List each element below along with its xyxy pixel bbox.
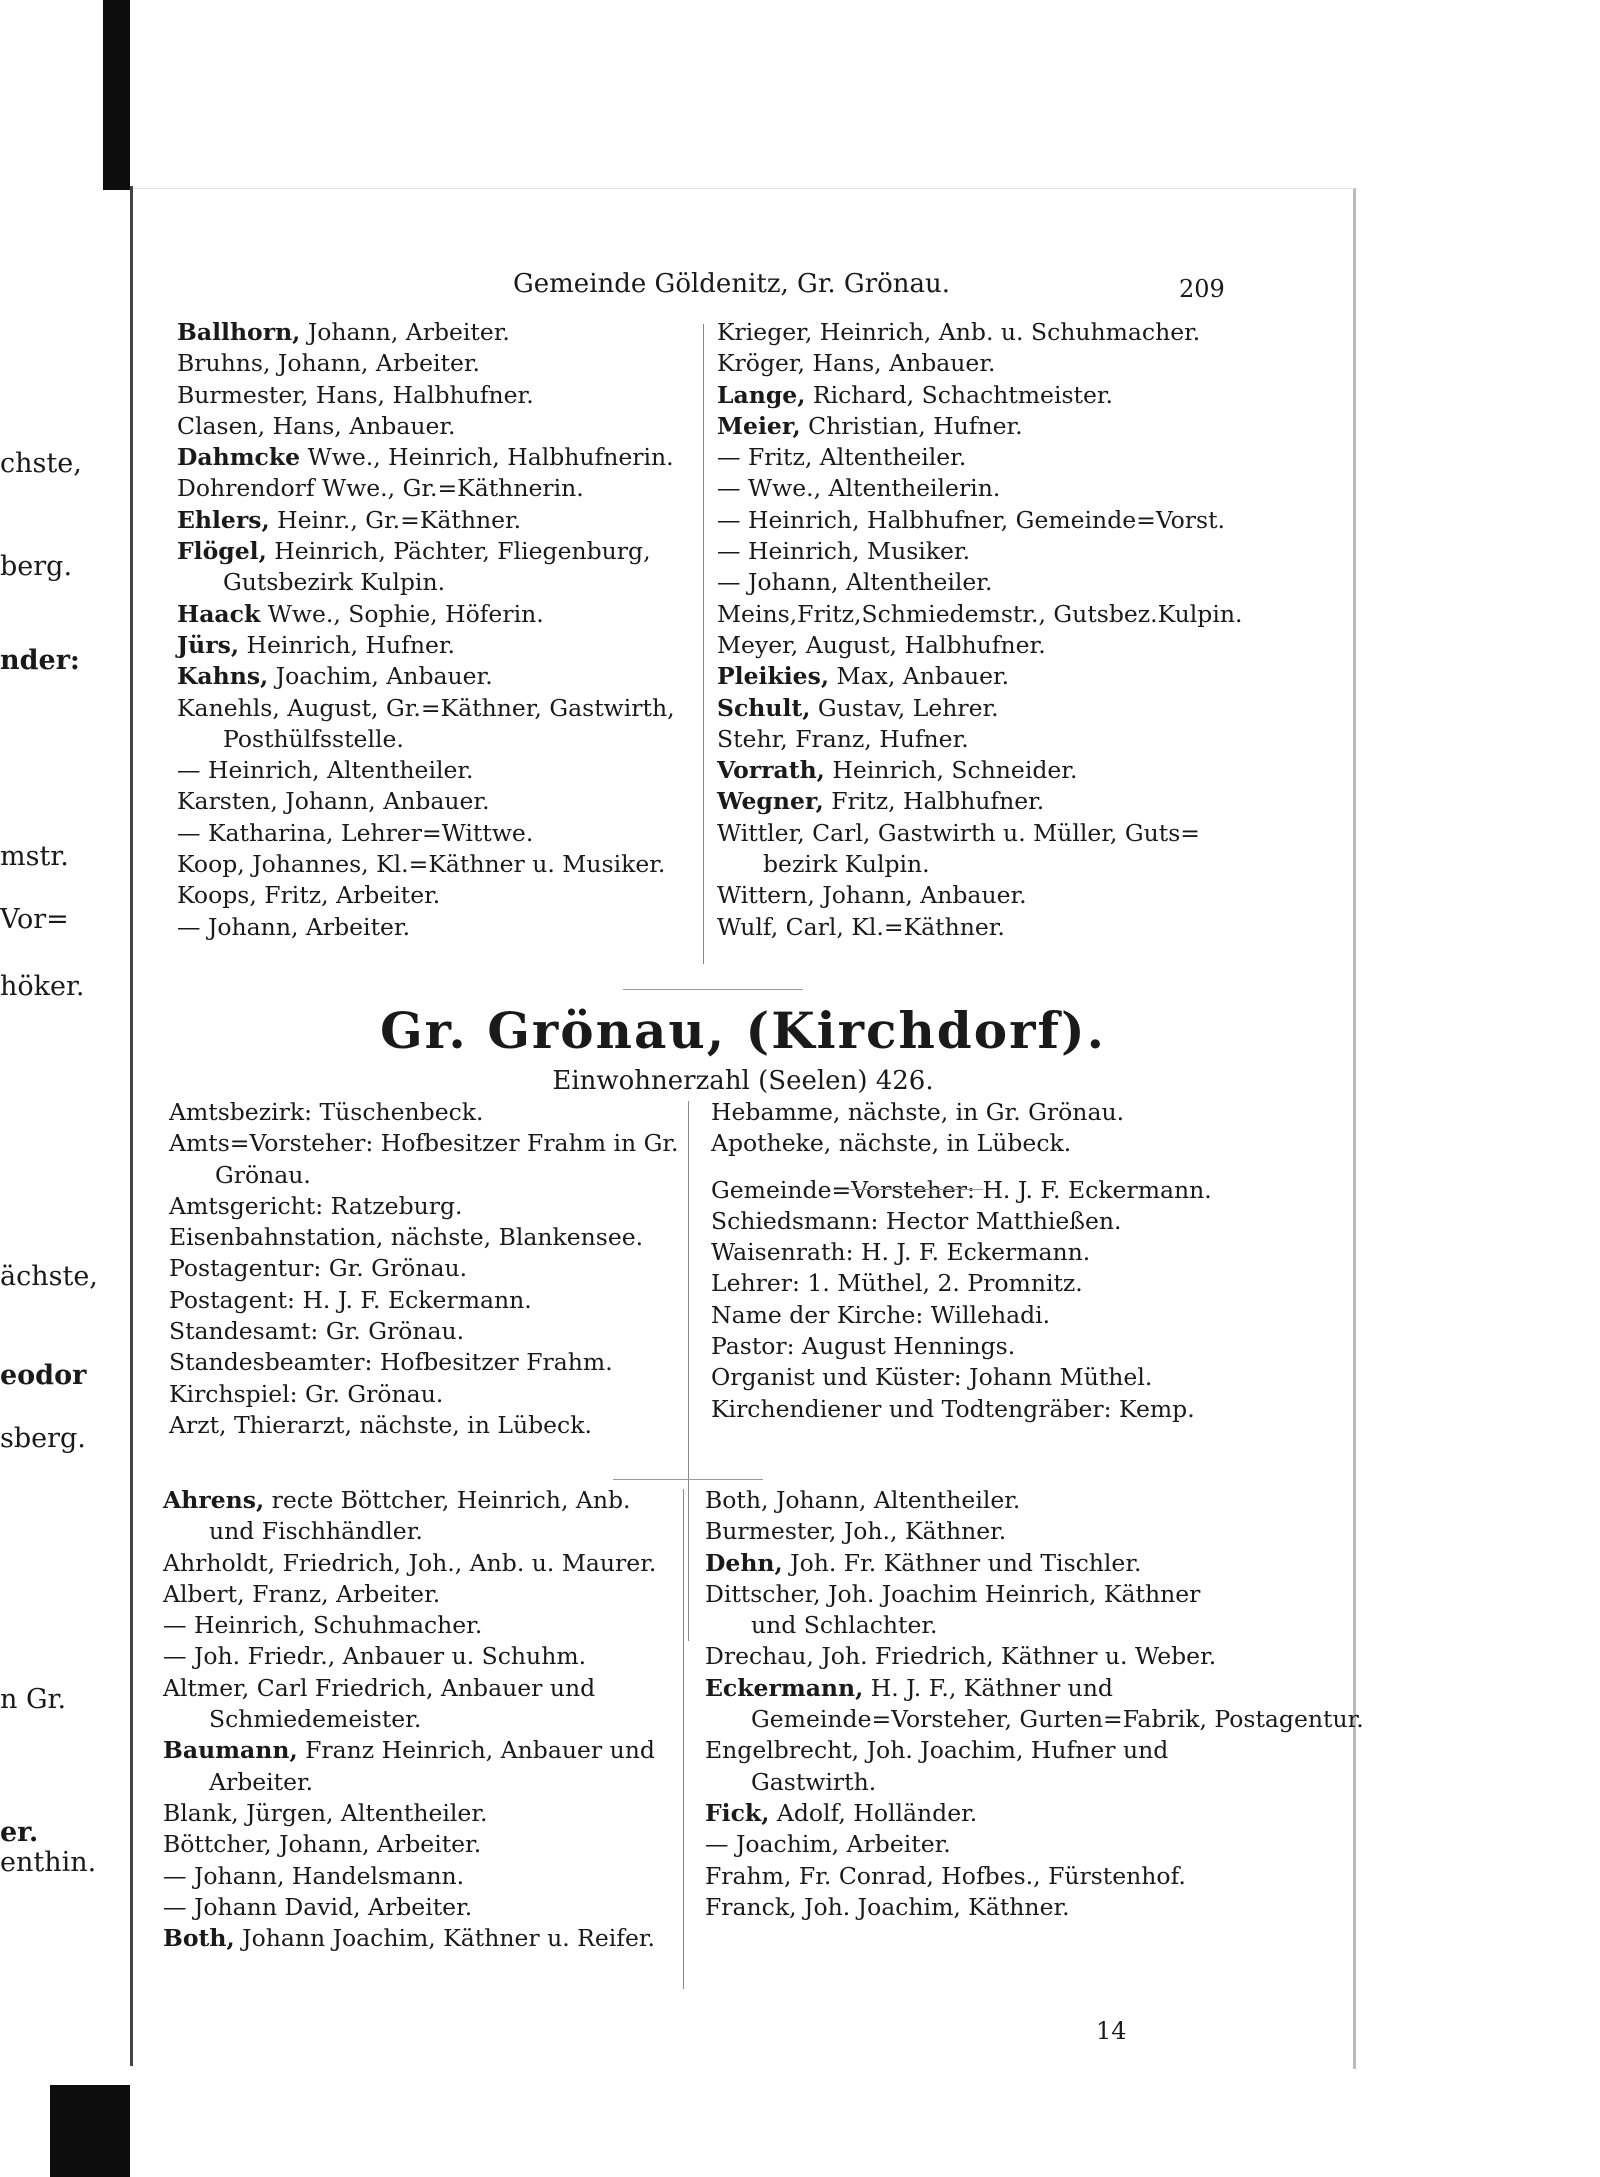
directory-entry: [163, 1610, 656, 1641]
entry-details: Heinrich, Schneider.: [824, 756, 1078, 785]
directory-entry: [717, 317, 1242, 348]
entry-details: Hans, Halbhufner.: [308, 380, 534, 409]
directory-entry: [163, 1485, 656, 1548]
directory-entry: [705, 1673, 1364, 1736]
directory-entry: [177, 317, 675, 348]
entry-name: Haack: [177, 599, 261, 628]
entry-name: —: [717, 568, 741, 597]
entry-details: Fritz, Halbhufner.: [823, 787, 1045, 816]
entry-name: Böttcher,: [163, 1830, 272, 1859]
directory-entry: [177, 818, 675, 849]
entry-details: Joachim, Anbauer.: [268, 662, 493, 691]
entry-details: Johann, Handelsmann.: [186, 1861, 465, 1890]
entry-details: Heinr., Gr.=Käthner.: [269, 505, 522, 534]
entry-name: —: [717, 537, 741, 566]
entry-name: Kirchspiel:: [169, 1379, 298, 1408]
directory-entry: [169, 1316, 678, 1347]
left-page-fragment: berg.: [0, 551, 73, 582]
directory-entry: [717, 693, 1242, 724]
entry-name: Ahrholdt,: [163, 1548, 276, 1577]
directory-entry: [717, 786, 1242, 817]
signature-mark: 14: [1096, 2017, 1127, 2045]
page-number: 209: [1179, 275, 1225, 303]
directory-entry: [711, 1300, 1212, 1331]
entry-details: Fritz, Arbeiter.: [256, 881, 441, 910]
entry-name: Arzt,: [169, 1410, 227, 1439]
previous-page-edge: [0, 186, 133, 2066]
directory-entry: [711, 1237, 1212, 1268]
entry-details: H. J. F. Eckermann.: [853, 1238, 1091, 1267]
entry-details: nächste, in Lübeck.: [831, 1129, 1072, 1158]
entry-name: Standesamt:: [169, 1317, 319, 1346]
entry-details: Hofbesitzer Frahm in Gr.: [373, 1129, 679, 1158]
entry-name: —: [717, 505, 741, 534]
directory-entry: [169, 1410, 678, 1441]
entry-name: —: [163, 1642, 187, 1671]
entry-details: Friedrich, Joh., Anb. u. Maurer.: [275, 1548, 657, 1577]
entry-details: H. J. F. Eckermann.: [974, 1175, 1212, 1204]
directory-entry: [705, 1892, 1364, 1923]
entry-name: Amts=Vorsteher:: [169, 1129, 374, 1158]
entry-details: Wwe., Gr.=Käthnerin.: [314, 474, 584, 503]
entry-details: Heinrich, Altentheiler.: [200, 756, 474, 785]
entry-name: Krieger,: [717, 318, 813, 346]
column-divider: [683, 1489, 684, 1989]
directory-entry: [711, 1268, 1212, 1299]
entry-details: Heinrich, Musiker.: [740, 537, 971, 566]
entry-name: Meier,: [717, 411, 801, 440]
directory-entry: [705, 1829, 1364, 1860]
entry-details: der Kirche: Willehadi.: [781, 1300, 1051, 1329]
directory-entry: [169, 1128, 678, 1191]
entry-name: Dohrendorf: [177, 474, 315, 503]
directory-entry: [711, 1097, 1212, 1128]
entry-continuation: Grönau.: [215, 1160, 311, 1189]
entry-name: —: [177, 756, 201, 785]
entry-details: Heinrich, Hufner.: [239, 630, 455, 659]
entry-name: Kanehls,: [177, 693, 280, 722]
goldenitz-column-left: [177, 317, 675, 943]
directory-entry: [177, 442, 675, 473]
entry-details: Gr. Grönau.: [321, 1254, 468, 1283]
bookmark-ribbon-top: [103, 0, 130, 190]
directory-entry: [711, 1175, 1212, 1206]
directory-entry: [717, 505, 1242, 536]
left-page-fragment: enthin.: [0, 1847, 97, 1878]
entry-details: nächste, Blankensee.: [383, 1223, 644, 1252]
entry-details: Hofbesitzer Frahm.: [372, 1348, 613, 1377]
directory-entry: [177, 880, 675, 911]
entry-details: und Todtengräber: Kemp.: [881, 1394, 1195, 1423]
directory-entry: [177, 599, 675, 630]
entry-name: Postagent:: [169, 1285, 295, 1314]
entry-name: Koops,: [177, 881, 257, 910]
entry-name: Wittler,: [717, 818, 805, 847]
entry-details: Johann, Arbeiter.: [271, 1830, 482, 1859]
entry-name: Stehr,: [717, 724, 788, 753]
directory-entry: [711, 1362, 1212, 1393]
entry-name: Gemeinde=Vorsteher:: [711, 1175, 975, 1204]
directory-entry: [705, 1861, 1364, 1892]
entry-details: Johann, Arbeiter.: [200, 912, 411, 941]
entry-name: —: [717, 443, 741, 472]
directory-entry: [717, 599, 1242, 630]
directory-entry: [705, 1548, 1364, 1579]
directory-entry: [177, 912, 675, 943]
entry-details: Max, Anbauer.: [829, 662, 1010, 691]
entry-details: Johann, Altentheiler.: [740, 568, 993, 597]
directory-entry: [711, 1206, 1212, 1237]
entry-details: Joachim, Arbeiter.: [728, 1830, 951, 1859]
entry-details: Wwe., Heinrich, Halbhufnerin.: [300, 443, 674, 472]
entry-details: Johann, Anbauer.: [277, 787, 490, 816]
entry-details: Johannes, Kl.=Käthner u. Musiker.: [244, 850, 666, 879]
directory-entry: [177, 630, 675, 661]
directory-entry: [717, 348, 1242, 379]
entry-name: Schult,: [717, 693, 811, 722]
rule-short: [833, 1189, 983, 1190]
left-page-fragment: ächste,: [0, 1261, 98, 1292]
column-divider: [703, 324, 704, 964]
village-info-left: [169, 1097, 678, 1441]
entry-details: Adolf, Holländer.: [769, 1798, 978, 1827]
entry-name: Koop,: [177, 850, 245, 879]
directory-entry: [717, 755, 1242, 786]
entry-details: Heinrich, Pächter, Fliegenburg,: [266, 537, 651, 566]
entry-name: Apotheke,: [711, 1129, 832, 1158]
directory-entry: [711, 1128, 1212, 1159]
entry-name: —: [163, 1861, 187, 1890]
entry-details: und Küster: Johann Müthel.: [814, 1363, 1153, 1392]
entry-name: Organist: [711, 1363, 815, 1392]
directory-entry: [717, 880, 1242, 911]
entry-continuation: und Schlachter.: [751, 1611, 938, 1640]
directory-entry: [163, 1548, 656, 1579]
entry-name: Burmester,: [705, 1517, 837, 1546]
entry-name: Karsten,: [177, 787, 278, 816]
entry-name: Waisenrath:: [711, 1238, 854, 1267]
entry-name: Engelbrecht,: [705, 1736, 860, 1765]
entry-details: Franz, Arbeiter.: [244, 1579, 441, 1608]
entry-details: August, Halbhufner.: [798, 630, 1046, 659]
directory-entry: [705, 1798, 1364, 1829]
entry-details: Johann Joachim, Käthner u. Reifer.: [234, 1924, 656, 1953]
entry-name: Drechau,: [705, 1642, 814, 1671]
directory-entry: [717, 630, 1242, 661]
entry-name: Schiedsmann:: [711, 1206, 879, 1235]
left-page-fragment: mstr.: [0, 841, 69, 872]
directory-entry: [169, 1222, 678, 1253]
entry-name: Hebamme,: [711, 1098, 841, 1126]
entry-details: Heinrich, Anb. u. Schuhmacher.: [812, 318, 1201, 346]
entry-details: 1. Müthel, 2. Promnitz.: [799, 1269, 1083, 1298]
directory-entry: [163, 1892, 656, 1923]
entry-name: Eckermann,: [705, 1673, 864, 1702]
entry-name: Both,: [163, 1924, 235, 1953]
entry-details: Franz Heinrich, Anbauer und: [297, 1736, 655, 1765]
directory-entry: [177, 693, 675, 756]
entry-name: Wegner,: [717, 787, 824, 816]
entry-details: Joh., Käthner.: [836, 1517, 1007, 1546]
entry-details: H. J. F. Eckermann.: [294, 1285, 532, 1314]
directory-entry: [163, 1829, 656, 1860]
left-page-fragment: Vor=: [0, 904, 69, 935]
directory-entry: [169, 1191, 678, 1222]
directory-entry: [169, 1253, 678, 1284]
running-header: Gemeinde Göldenitz, Gr. Grönau.: [513, 269, 951, 299]
entry-details: Gr. Grönau.: [318, 1317, 465, 1346]
entry-details: Gustav, Lehrer.: [810, 693, 999, 722]
entry-name: Blank,: [163, 1798, 239, 1827]
entry-name: Clasen,: [177, 411, 266, 440]
entry-name: Kahns,: [177, 662, 269, 691]
directory-entry: [177, 536, 675, 599]
bookmark-ribbon-bottom: [50, 2085, 130, 2177]
directory-entry: [163, 1861, 656, 1892]
entry-details: Gr. Grönau.: [297, 1379, 444, 1408]
entry-name: Meins,: [717, 599, 798, 628]
directory-entry: [163, 1923, 656, 1954]
left-page-fragment: eodor: [0, 1360, 87, 1391]
entry-details: Christian, Hufner.: [800, 411, 1023, 440]
directory-entry: [177, 473, 675, 504]
entry-continuation: bezirk Kulpin.: [763, 850, 930, 879]
entry-details: Fritz, Altentheiler.: [740, 443, 967, 472]
entry-name: Postagentur:: [169, 1254, 322, 1283]
directory-entry: [177, 348, 675, 379]
entry-details: Tüschenbeck.: [312, 1098, 484, 1126]
directory-entry: [705, 1735, 1364, 1798]
entry-details: nächste, in Gr. Grönau.: [840, 1098, 1125, 1126]
left-page-fragment: höker.: [0, 971, 85, 1002]
entry-details: Heinrich, Schuhmacher.: [186, 1611, 483, 1640]
entry-details: Joh. Fr. Käthner und Tischler.: [782, 1548, 1142, 1577]
directory-entry: [163, 1579, 656, 1610]
entry-name: Lehrer:: [711, 1269, 800, 1298]
directory-entry: [717, 536, 1242, 567]
entry-name: Ehlers,: [177, 505, 270, 534]
directory-entry: [717, 411, 1242, 442]
entry-details: Carl, Gastwirth u. Müller, Guts=: [804, 818, 1200, 847]
population-line: Einwohnerzahl (Seelen) 426.: [552, 1066, 934, 1096]
entry-details: Carl, Kl.=Käthner.: [778, 912, 1005, 941]
directory-entry: [177, 755, 675, 786]
entry-details: Katharina, Lehrer=Wittwe.: [200, 818, 534, 847]
entry-name: Amtsbezirk:: [169, 1098, 312, 1126]
entry-details: Fritz,Schmiedemstr., Gutsbez.Kulpin.: [797, 599, 1243, 628]
entry-continuation: Posthülfsstelle.: [223, 724, 404, 753]
entry-details: Joh. Friedrich, Käthner u. Weber.: [813, 1642, 1217, 1671]
entry-name: Ahrens,: [163, 1486, 265, 1514]
entry-name: Bruhns,: [177, 349, 271, 378]
directory-entry: [177, 380, 675, 411]
directory-entry: [169, 1097, 678, 1128]
entry-name: Dahmcke: [177, 443, 301, 472]
entry-details: Wwe., Altentheilerin.: [740, 474, 1001, 503]
directory-entry: [711, 1331, 1212, 1362]
directory-entry: [705, 1485, 1364, 1516]
entry-spacer: [711, 1160, 1212, 1175]
directory-entry: [705, 1579, 1364, 1642]
entry-continuation: Gutsbezirk Kulpin.: [223, 568, 446, 597]
entry-name: Dittscher,: [705, 1579, 821, 1608]
entry-details: Johann, Altentheiler.: [768, 1486, 1021, 1514]
entry-details: Jürgen, Altentheiler.: [238, 1798, 488, 1827]
entry-details: Joh. Friedr., Anbauer u. Schuhm.: [186, 1642, 587, 1671]
entry-name: Kröger,: [717, 349, 806, 378]
entry-details: Carl Friedrich, Anbauer und: [249, 1673, 596, 1702]
entry-name: Altmer,: [163, 1673, 250, 1702]
column-divider: [688, 1101, 689, 1641]
directory-entry: [717, 818, 1242, 881]
entry-details: recte Böttcher, Heinrich, Anb.: [264, 1486, 631, 1514]
entry-name: Dehn,: [705, 1548, 783, 1577]
entry-name: Vorrath,: [717, 756, 825, 785]
residents-column-right: [705, 1485, 1364, 1923]
entry-name: Baumann,: [163, 1736, 298, 1765]
entry-name: Standesbeamter:: [169, 1348, 373, 1377]
entry-name: Lange,: [717, 380, 806, 409]
directory-entry: [717, 442, 1242, 473]
entry-name: Frahm,: [705, 1861, 792, 1890]
entry-name: Wittern,: [717, 881, 815, 910]
entry-name: Wulf,: [717, 912, 779, 941]
entry-name: Burmester,: [177, 380, 309, 409]
entry-name: —: [705, 1830, 729, 1859]
left-page-fragment: sberg.: [0, 1423, 86, 1454]
entry-details: Hector Matthießen.: [878, 1206, 1122, 1235]
directory-entry: [717, 912, 1242, 943]
entry-details: Johann David, Arbeiter.: [186, 1892, 473, 1921]
entry-details: Joh. Joachim, Hufner und: [859, 1736, 1169, 1765]
village-info-right: [711, 1097, 1212, 1425]
entry-details: Joh. Joachim, Käthner.: [796, 1892, 1070, 1921]
entry-details: Thierarzt, nächste, in Lübeck.: [226, 1410, 592, 1439]
directory-entry: [177, 661, 675, 692]
entry-continuation: Arbeiter.: [209, 1767, 314, 1796]
left-page-fragment: nder:: [0, 645, 80, 676]
entry-details: Heinrich, Halbhufner, Gemeinde=Vorst.: [740, 505, 1226, 534]
entry-details: August Hennings.: [794, 1332, 1016, 1361]
entry-name: Albert,: [163, 1579, 245, 1608]
section-ornament: [623, 989, 803, 990]
entry-name: —: [177, 818, 201, 847]
entry-name: Amtsgericht:: [169, 1191, 324, 1220]
goldenitz-column-right: [717, 317, 1242, 943]
directory-entry: [163, 1798, 656, 1829]
entry-details: Johann, Arbeiter.: [270, 349, 480, 378]
directory-entry: [163, 1641, 656, 1672]
entry-name: —: [163, 1611, 187, 1640]
directory-entry: [705, 1516, 1364, 1547]
entry-continuation: Gemeinde=Vorsteher, Gurten=Fabrik, Postagentur.: [751, 1705, 1364, 1734]
entry-details: Johann, Anbauer.: [814, 881, 1027, 910]
entry-details: Hans, Anbauer.: [265, 411, 456, 440]
left-page-fragment: chste,: [0, 448, 82, 479]
entry-name: Eisenbahnstation,: [169, 1223, 384, 1252]
entry-name: Meyer,: [717, 630, 799, 659]
entry-details: Wwe., Sophie, Höferin.: [260, 599, 544, 628]
directory-entry: [177, 786, 675, 817]
directory-entry: [177, 411, 675, 442]
entry-continuation: Schmiedemeister.: [209, 1705, 422, 1734]
directory-entry: [177, 505, 675, 536]
entry-details: Franz, Hufner.: [787, 724, 969, 753]
entry-name: Both,: [705, 1486, 769, 1514]
left-page-fragment: n Gr.: [0, 1684, 67, 1715]
entry-details: August, Gr.=Käthner, Gastwirth,: [279, 693, 675, 722]
directory-entry: [717, 567, 1242, 598]
entry-name: —: [177, 912, 201, 941]
village-title: Gr. Grönau, (Kirchdorf).: [379, 1001, 1107, 1060]
entry-name: Pastor:: [711, 1332, 795, 1361]
entry-details: Richard, Schachtmeister.: [805, 380, 1113, 409]
directory-entry: [717, 473, 1242, 504]
directory-entry: [717, 661, 1242, 692]
entry-name: Franck,: [705, 1892, 797, 1921]
directory-entry: [705, 1641, 1364, 1672]
entry-details: H. J. F., Käthner und: [863, 1673, 1113, 1702]
entry-name: Kirchendiener: [711, 1394, 882, 1423]
entry-name: Ballhorn,: [177, 318, 301, 346]
directory-entry: [711, 1394, 1212, 1425]
directory-entry: [717, 724, 1242, 755]
entry-name: Pleikies,: [717, 662, 830, 691]
entry-details: Joh. Joachim Heinrich, Käthner: [820, 1579, 1201, 1608]
entry-name: Jürs,: [177, 630, 239, 659]
entry-details: Hans, Anbauer.: [805, 349, 996, 378]
directory-entry: [169, 1379, 678, 1410]
entry-name: Fick,: [705, 1798, 770, 1827]
directory-entry: [177, 849, 675, 880]
entry-details: Fr. Conrad, Hofbes., Fürstenhof.: [791, 1861, 1186, 1890]
entry-continuation: und Fischhändler.: [209, 1517, 423, 1546]
directory-entry: [717, 380, 1242, 411]
entry-details: Johann, Arbeiter.: [300, 318, 510, 346]
entry-name: —: [717, 474, 741, 503]
entry-continuation: Gastwirth.: [751, 1767, 877, 1796]
entry-details: Ratzeburg.: [323, 1191, 463, 1220]
directory-entry: [163, 1673, 656, 1736]
rule-short: [613, 1479, 763, 1480]
directory-page: [133, 188, 1364, 2069]
directory-entry: [169, 1347, 678, 1378]
left-page-fragment: er.: [0, 1817, 39, 1848]
directory-entry: [169, 1285, 678, 1316]
entry-name: Name: [711, 1300, 782, 1329]
directory-entry: [163, 1735, 656, 1798]
entry-name: Flögel,: [177, 537, 267, 566]
residents-column-left: [163, 1485, 656, 1954]
entry-name: —: [163, 1892, 187, 1921]
